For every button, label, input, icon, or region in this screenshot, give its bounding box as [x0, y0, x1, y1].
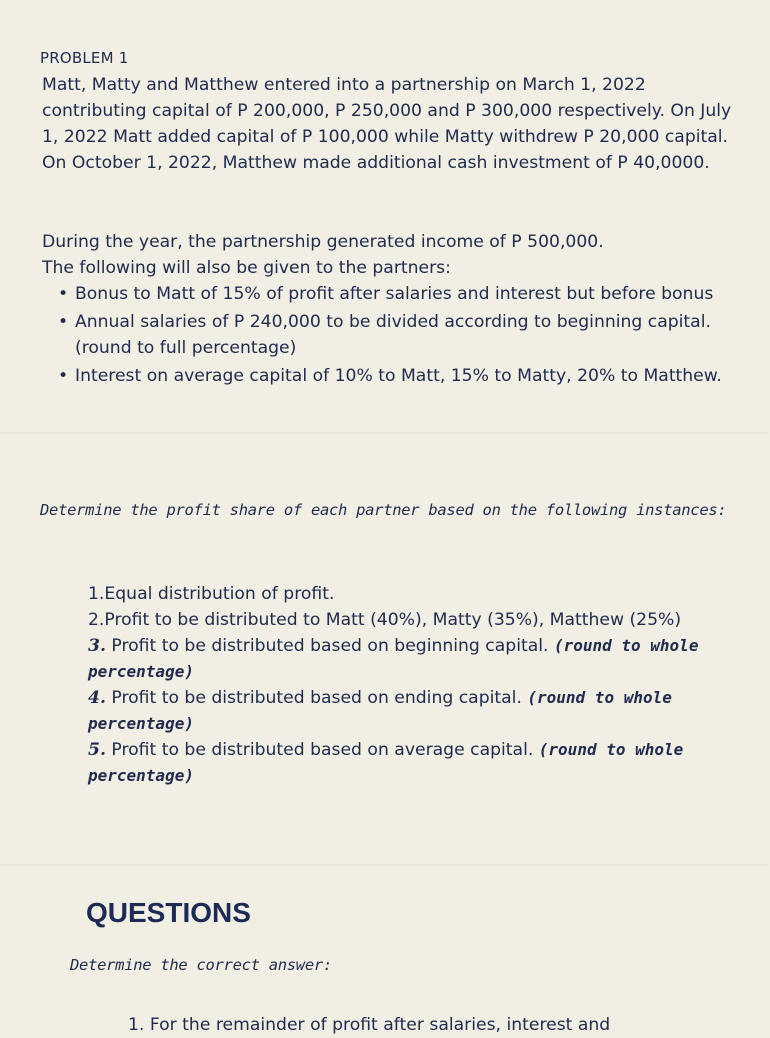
instance-item-2: 2.Profit to be distributed to Matt (40%), Matty (35%), Matthew (25%) — [88, 610, 682, 630]
bullet-dot: • — [58, 366, 69, 386]
instance-item-1: 1.Equal distribution of profit. — [88, 584, 335, 604]
questions-title: QUESTIONS — [86, 897, 251, 928]
question-item-1-partial: 1. For the remainder of profit after salaries, interest and — [128, 1015, 611, 1035]
bullet-item-interest: • Interest on average capital of 10% to Matt, 15% to Matty, 20% to Matthew. — [58, 363, 758, 389]
income-statement: During the year, the partnership generated income of P 500,000. — [42, 232, 604, 252]
bullet-dot: • — [58, 312, 69, 332]
questions-instruction: Determine the correct answer: — [70, 956, 332, 974]
instance-item-5: 5. Profit to be distributed based on average capital. (round to whole percentage) — [88, 740, 684, 785]
problem-slide — [0, 0, 768, 432]
emphasis-note: (round to whole percentage) — [88, 688, 672, 733]
instance-item-4: 4. Profit to be distributed based on ending capital. (round to whole percentage) — [88, 688, 672, 733]
questions-slide — [0, 866, 768, 1024]
problem-intro: Matt, Matty and Matthew entered into a partnership on March 1, 2022 contributing capital of P 200,000, P 250,000 and P 300,000 respectively. On July 1, 2022 Matt added capital of P 100,000 while Matty withdrew P 20,000 capital. On October 1, 2022, Matthew made additional cash investment of P 40,0000. — [42, 75, 732, 173]
given-intro: The following will also be given to the partners: — [42, 258, 451, 278]
bullet-item-salaries: • Annual salaries of P 240,000 to be divided according to beginning capital. (round to full percentage) — [58, 309, 758, 361]
bullet-item-bonus: • Bonus to Matt of 15% of profit after salaries and interest but before bonus — [58, 281, 758, 307]
given-bullet-list — [58, 281, 758, 391]
emphasis-note: (round to whole percentage) — [88, 740, 684, 785]
emphasis-note: (round to whole percentage) — [88, 636, 699, 681]
instances-instruction: Determine the profit share of each partner based on the following instances: — [40, 501, 727, 519]
instance-item-3: 3. Profit to be distributed based on beginning capital. (round to whole percentage) — [88, 636, 699, 681]
bullet-dot: • — [58, 284, 69, 304]
problem-title: PROBLEM 1 — [40, 49, 129, 67]
instances-list — [88, 581, 728, 789]
